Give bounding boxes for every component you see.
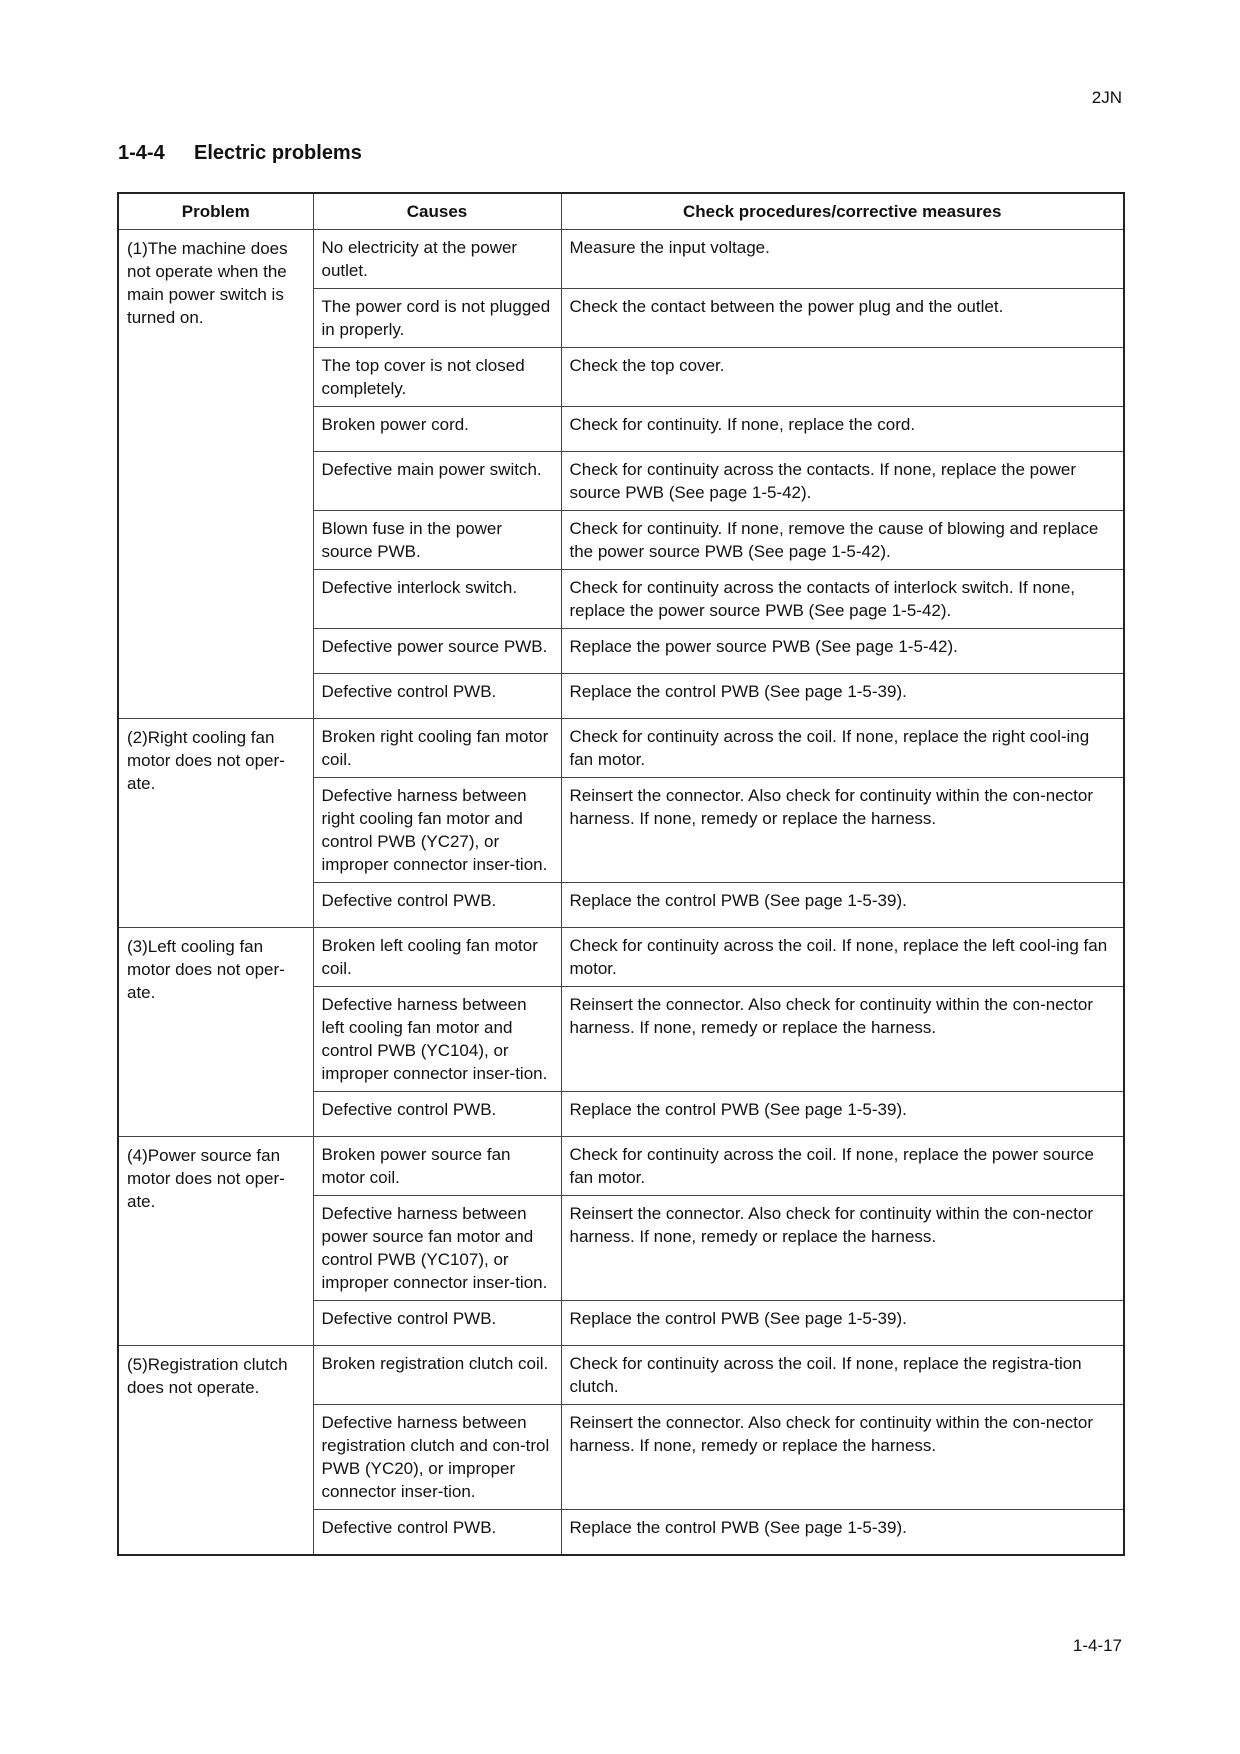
- measure-cell: Check for continuity across the coil. If none, replace the registra-tion clutch.: [561, 1346, 1124, 1405]
- measure-cell: Check for continuity. If none, remove the cause of blowing and replace the power source PWB (See page 1-5-42).: [561, 511, 1124, 570]
- section-number: 1-4-4: [118, 142, 165, 164]
- cause-cell: Broken right cooling fan motor coil.: [313, 719, 561, 778]
- column-header-causes: Causes: [313, 193, 561, 230]
- column-header-measures: Check procedures/corrective measures: [561, 193, 1124, 230]
- model-code: 2JN: [1091, 88, 1122, 107]
- measure-cell: Replace the control PWB (See page 1-5-39).: [561, 1092, 1124, 1137]
- table-row: [118, 719, 1124, 778]
- cause-cell: Broken power cord.: [313, 407, 561, 452]
- measure-cell: Replace the control PWB (See page 1-5-39).: [561, 883, 1124, 928]
- measure-cell: Reinsert the connector. Also check for continuity within the con-nector harness. If none, remedy or replace the harness.: [561, 987, 1124, 1092]
- cause-cell: Broken power source fan motor coil.: [313, 1137, 561, 1196]
- measure-cell: Measure the input voltage.: [561, 230, 1124, 289]
- cause-cell: Defective harness between left cooling fan motor and control PWB (YC104), or improper connector inser-tion.: [313, 987, 561, 1092]
- cause-cell: Defective control PWB.: [313, 1510, 561, 1555]
- table-row: [118, 1137, 1124, 1196]
- cause-cell: Defective control PWB.: [313, 674, 561, 719]
- cause-cell: Broken registration clutch coil.: [313, 1346, 561, 1405]
- cause-cell: The power cord is not plugged in properly.: [313, 289, 561, 348]
- cause-cell: Defective control PWB.: [313, 1301, 561, 1346]
- measure-cell: Check for continuity across the coil. If none, replace the right cool-ing fan motor.: [561, 719, 1124, 778]
- measure-cell: Check the top cover.: [561, 348, 1124, 407]
- problem-cell: (2)Right cooling fan motor does not oper-ate.: [118, 719, 313, 928]
- page-number: 1-4-17: [1072, 1636, 1122, 1655]
- cause-cell: Defective control PWB.: [313, 883, 561, 928]
- measure-cell: Replace the control PWB (See page 1-5-39).: [561, 674, 1124, 719]
- cause-cell: Defective harness between power source fan motor and control PWB (YC107), or improper connector inser-tion.: [313, 1196, 561, 1301]
- cause-cell: Broken left cooling fan motor coil.: [313, 928, 561, 987]
- cause-cell: Defective power source PWB.: [313, 629, 561, 674]
- table-body: [118, 230, 1124, 1555]
- cause-cell: Defective harness between right cooling fan motor and control PWB (YC27), or improper connector inser-tion.: [313, 778, 561, 883]
- table-row: [118, 230, 1124, 289]
- cause-cell: Defective main power switch.: [313, 452, 561, 511]
- cause-cell: Defective control PWB.: [313, 1092, 561, 1137]
- measure-cell: Check the contact between the power plug and the outlet.: [561, 289, 1124, 348]
- cause-cell: Blown fuse in the power source PWB.: [313, 511, 561, 570]
- troubleshooting-table: [117, 192, 1125, 1556]
- table-row: [118, 928, 1124, 987]
- cause-cell: The top cover is not closed completely.: [313, 348, 561, 407]
- measure-cell: Reinsert the connector. Also check for continuity within the con-nector harness. If none, remedy or replace the harness.: [561, 1405, 1124, 1510]
- table-row: [118, 1346, 1124, 1405]
- measure-cell: Check for continuity across the coil. If none, replace the left cool-ing fan motor.: [561, 928, 1124, 987]
- measure-cell: Check for continuity. If none, replace the cord.: [561, 407, 1124, 452]
- measure-cell: Replace the power source PWB (See page 1-5-42).: [561, 629, 1124, 674]
- measure-cell: Replace the control PWB (See page 1-5-39).: [561, 1301, 1124, 1346]
- section-heading: Electric problems: [194, 142, 362, 164]
- table-header-row: [118, 193, 1124, 230]
- measure-cell: Check for continuity across the contacts of interlock switch. If none, replace the power source PWB (See page 1-5-42).: [561, 570, 1124, 629]
- problem-cell: (3)Left cooling fan motor does not oper-ate.: [118, 928, 313, 1137]
- column-header-problem: Problem: [118, 193, 313, 230]
- measure-cell: Reinsert the connector. Also check for continuity within the con-nector harness. If none, remedy or replace the harness.: [561, 1196, 1124, 1301]
- problem-cell: (5)Registration clutch does not operate.: [118, 1346, 313, 1555]
- cause-cell: Defective harness between registration clutch and con-trol PWB (YC20), or improper connector inser-tion.: [313, 1405, 561, 1510]
- problem-cell: (1)The machine does not operate when the main power switch is turned on.: [118, 230, 313, 719]
- section-title: [118, 142, 362, 165]
- cause-cell: No electricity at the power outlet.: [313, 230, 561, 289]
- measure-cell: Reinsert the connector. Also check for continuity within the con-nector harness. If none, remedy or replace the harness.: [561, 778, 1124, 883]
- measure-cell: Replace the control PWB (See page 1-5-39).: [561, 1510, 1124, 1555]
- problem-cell: (4)Power source fan motor does not oper-ate.: [118, 1137, 313, 1346]
- measure-cell: Check for continuity across the contacts. If none, replace the power source PWB (See page 1-5-42).: [561, 452, 1124, 511]
- cause-cell: Defective interlock switch.: [313, 570, 561, 629]
- measure-cell: Check for continuity across the coil. If none, replace the power source fan motor.: [561, 1137, 1124, 1196]
